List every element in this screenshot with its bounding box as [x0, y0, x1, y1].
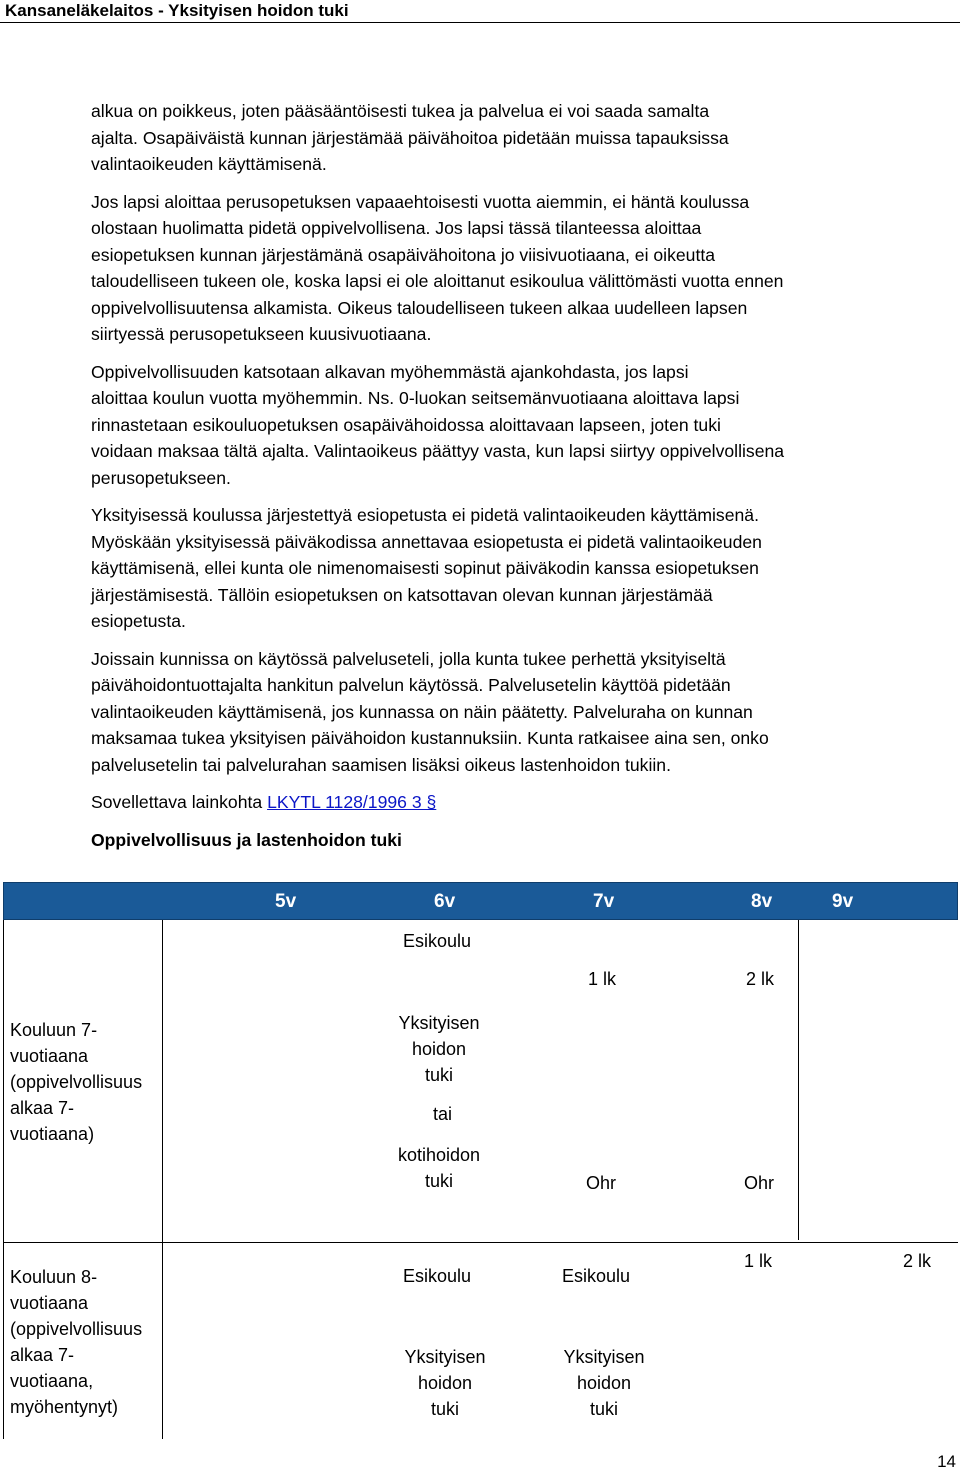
header-9v: 9v: [832, 891, 854, 912]
table-border-left: [3, 920, 4, 1439]
row2-7v-esikoulu: Esikoulu: [562, 1266, 631, 1286]
row2-7v-hoitotuki: Yksityisen hoidon tuki: [563, 1347, 645, 1419]
row1-6v-hoitotuki: Yksityisen hoidon tuki: [398, 1013, 480, 1085]
compulsory-education-table: [3, 882, 958, 1439]
header-8v: 8v: [751, 891, 773, 912]
row2-9v-class: 2 lk: [903, 1251, 932, 1271]
paragraph-2: Jos lapsi aloittaa perusopetuksen vapaaehtoisesti vuotta aiemmin, ei häntä koulussa olostaan huolimatta pidetä oppivelvollisena. Jos lapsi tässä tilanteessa aloittaa esiopetuksen kunnan järjestämänä osapäivähoitona jo viisivuotiaana, ei oikeutta taloudelliseen tukeen ole, koska lapsi ei ole aloittanut esikoulua välittömästi vuotta ennen oppivelvollisuutensa alkamista. Oikeus taloudelliseen tukeen alkaa uudelleen lapsen siirtyessä perusopetukseen kuusivuotiaana.: [91, 191, 784, 344]
header-7v: 7v: [593, 891, 615, 912]
row1-6v-or: tai: [433, 1104, 453, 1124]
row1-8v-class: 2 lk: [746, 969, 775, 989]
paragraph-4: Yksityisessä koulussa järjestettyä esiopetusta ei pidetä valintaoikeuden käyttämisenä. Myöskään yksityisessä päiväkodissa annettavaa esiopetusta ei pidetä valintaoikeuden käyttämisenä, ellei kunta ole nimenomaisesti sopinut päiväkodin kanssa esiopetuksen järjestämisestä. Tällöin esiopetuksen on katsottavan olevan kunnan järjestämää esiopetusta.: [91, 505, 762, 631]
row-divider: [3, 1242, 958, 1243]
row2-6v-esikoulu: Esikoulu: [403, 1266, 472, 1286]
row1-label: Kouluun 7- vuotiaana (oppivelvollisuus alkaa 7- vuotiaana): [10, 1020, 143, 1144]
row2-8v-class: 1 lk: [744, 1251, 773, 1271]
col-divider: [798, 920, 799, 1240]
paragraph-5: Joissain kunnissa on käytössä palveluseteli, jolla kunta tukee perhettä yksityiseltä päivähoidontuottajalta hankitun palvelun käytössä. Palvelusetelin käyttöä pidetään valintaoikeuden käyttämisenä, jos kunnassa on näin päätetty. Palveluraha on kunnan maksamaa tukea yksityisen päivähoidon kustannuksiin. Kunta ratkaisee aina sen, onko palvelusetelin tai palvelurahan saamisen lisäksi oikeus lastenhoidon tukiin.: [91, 648, 769, 775]
paragraph-1: alkua on poikkeus, joten pääsääntöisesti tukea ja palvelua ei voi saada samalta ajalta. Osapäiväistä kunnan järjestämää päivähoitoa pidetään muissa tapauksissa valintaoikeuden käyttämisenä.: [91, 101, 729, 174]
header-6v: 6v: [434, 891, 456, 912]
page-number: 14: [937, 1452, 956, 1471]
law-reference: Sovellettava lainkohta LKYTL 1128/1996 3 §: [91, 792, 437, 812]
law-link[interactable]: LKYTL 1128/1996 3 §: [267, 792, 437, 812]
header-rule: [0, 22, 960, 23]
row1-7v-ohr: Ohr: [586, 1173, 617, 1193]
row1-8v-ohr: Ohr: [744, 1173, 775, 1193]
row1-6v-esikoulu: Esikoulu: [403, 931, 472, 951]
row2-6v-hoitotuki: Yksityisen hoidon tuki: [404, 1347, 486, 1419]
section-heading: Oppivelvollisuus ja lastenhoidon tuki: [91, 829, 402, 850]
header-5v: 5v: [275, 891, 297, 912]
paragraph-3: Oppivelvollisuuden katsotaan alkavan myöhemmästä ajankohdasta, jos lapsi aloittaa koulun vuotta myöhemmin. Ns. 0-luokan seitsemänvuotiaana aloittava lapsi rinnastetaan esikouluopetuksen osapäivähoidossa aloittavaan lapseen, joten tuki voidaan maksaa tältä ajalta. Valintaoikeus päättyy vasta, kun lapsi siirtyy oppivelvollisena perusopetukseen.: [91, 361, 785, 488]
row1-7v-class: 1 lk: [588, 969, 617, 989]
table-header-band: [3, 882, 958, 920]
row1-6v-kotihoito: kotihoidon tuki: [397, 1145, 481, 1191]
running-header: Kansaneläkelaitos - Yksityisen hoidon tuki: [5, 1, 349, 20]
document-body: [91, 98, 959, 853]
row2-label: Kouluun 8- vuotiaana (oppivelvollisuus alkaa 7- vuotiaana, myöhentynyt): [10, 1267, 143, 1417]
